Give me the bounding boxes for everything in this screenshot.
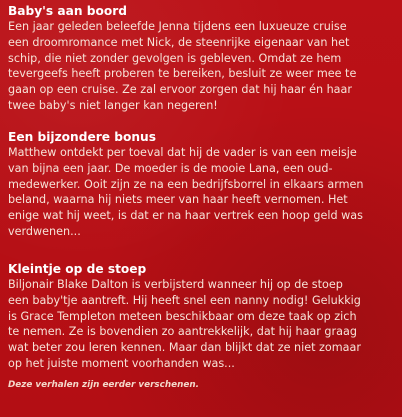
story-section-kleintje-op-de-stoep	[8, 261, 392, 372]
story-section-babys-aan-boord	[8, 3, 392, 114]
republication-note: Deze verhalen zijn eerder verschenen.	[8, 380, 199, 390]
story-blurb: Een jaar geleden beleefde Jenna tijdens een luxueuze cruise een droomromance met Nick, de steenrijke eigenaar van het schip, die niet zonder gevolgen is gebleven. Omdat ze hem tevergeefs heeft proberen te bereiken, besluit ze weer mee te gaan op een cruise. Ze zal ervoor zorgen dat hij haar én haar twee baby's niet langer kan negeren!	[8, 20, 357, 112]
story-blurb: Matthew ontdekt per toeval dat hij de vader is van een meisje van bijna een jaar. De moeder is de mooie Lana, een oud- medewerker. Ooit zijn ze na een bedrijfsborrel in elkaars armen beland, waarna hij niets meer van haar heeft vernomen. Het enige wat hij weet, is dat er na haar vertrek een hoop geld was verdwenen...	[8, 146, 364, 238]
story-blurb: Biljonair Blake Dalton is verbijsterd wanneer hij op de stoep een baby'tje aantreft. Hij heeft snel een nanny nodig! Gelukkig is Grace Templeton meteen beschikbaar om deze taak op zich te nemen. Ze is bovendien zo aantrekkelijk, dat hij haar graag wat beter zou leren kennen. Maar dan blijkt dat ze niet zomaar op het juiste moment voorhanden was...	[8, 278, 361, 370]
story-title: Kleintje op de stoep	[8, 262, 147, 276]
story-section-een-bijzondere-bonus	[8, 129, 392, 240]
story-title: Baby's aan boord	[8, 4, 127, 18]
story-title: Een bijzondere bonus	[8, 130, 156, 144]
